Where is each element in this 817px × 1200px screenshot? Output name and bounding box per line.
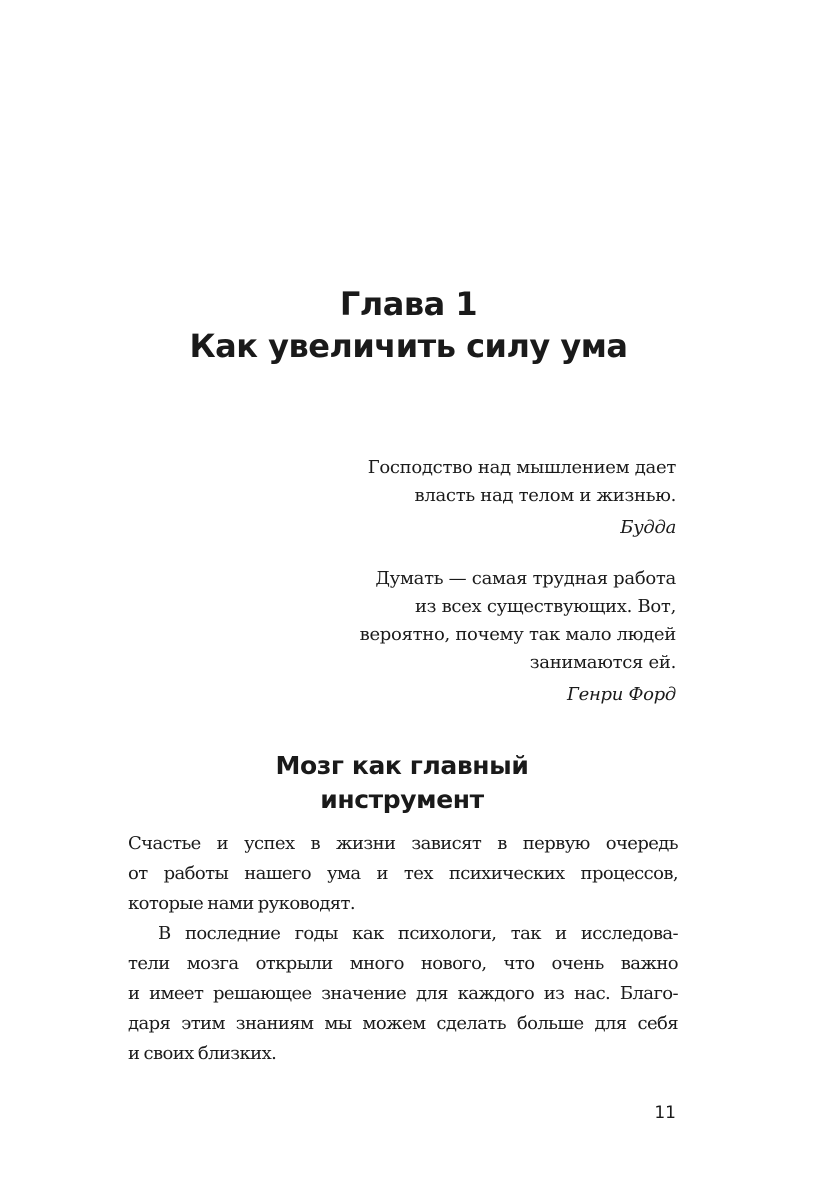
paragraph-line: и своих близких. [128,1043,277,1064]
chapter-number: Глава 1 [339,285,478,323]
paragraph-line: В последние годы как психологи, так и исследова- [158,923,678,944]
epigraph-line: Господство над мышлением дает [367,457,676,478]
paragraph-line: от работы нашего ума и тех психических процессов, [128,863,678,884]
epigraph-line: вероятно, почему так мало людей [359,624,676,645]
paragraph-line: и имеет решающее значение для каждого из нас. Благо- [128,983,678,1004]
section-title [0,749,804,817]
epigraph-author: Будда [620,517,676,538]
epigraph-author: Генри Форд [567,684,676,705]
epigraph-line: из всех существующих. Вот, [414,596,676,617]
page-number: 11 [654,1103,676,1123]
epigraph-line: занимаются ей. [529,652,676,673]
section-title-line: инструмент [320,785,484,814]
section-title-line: Мозг как главный [275,751,529,780]
epigraph-line: власть над телом и жизнью. [414,485,676,506]
paragraph-line: которые нами руководят. [128,893,356,914]
chapter-title [0,283,817,367]
epigraph-1 [256,454,676,542]
body-text [128,829,678,1069]
paragraph-line: Счастье и успех в жизни зависят в первую очередь [128,833,678,854]
epigraph-line: Думать — самая трудная работа [375,568,676,589]
paragraph-line: тели мозга открыли много нового, что очень важно [128,953,678,974]
paragraph-line: даря этим знаниям мы можем сделать больше для себя [128,1013,678,1034]
epigraph-2 [256,565,676,709]
chapter-name: Как увеличить силу ума [189,327,628,365]
